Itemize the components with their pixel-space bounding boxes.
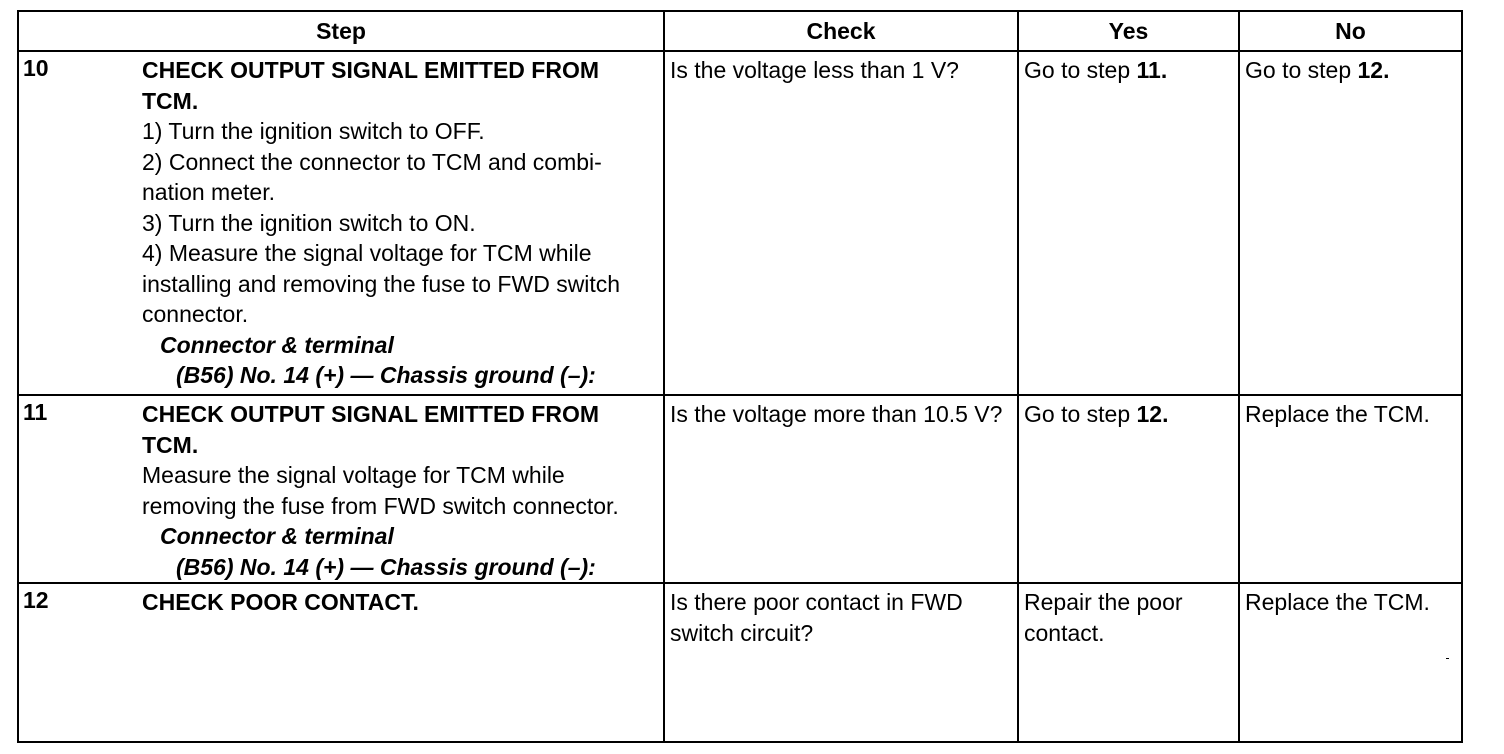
yes-text: Go to step (1024, 57, 1137, 83)
header-step: Step (18, 11, 664, 51)
check-cell: Is the voltage less than 1 V? (664, 51, 1018, 395)
yes-step-number: 12. (1136, 401, 1169, 427)
step-title: CHECK POOR CONTACT. (142, 589, 419, 615)
no-step-number: 12. (1357, 57, 1390, 83)
yes-cell (1018, 51, 1239, 395)
step-title: CHECK OUTPUT SIGNAL EMITTED FROM TCM. (142, 57, 600, 114)
yes-text: Go to step (1024, 401, 1137, 427)
table-row (18, 51, 1462, 395)
step-body (142, 396, 663, 582)
step-instruction: 4) Measure the signal voltage for TCM while installing and removing the fuse to FWD switch connector. (142, 240, 621, 327)
table-row (18, 395, 1462, 583)
check-cell: Is the voltage more than 10.5 V? (664, 395, 1018, 583)
no-cell: Replace the TCM. (1239, 395, 1462, 583)
header-row (18, 11, 1462, 51)
yes-cell (1018, 395, 1239, 583)
connector-label: Connector & terminal (160, 331, 394, 358)
yes-cell: Repair the poor contact. (1018, 583, 1239, 742)
step-instruction: Measure the signal voltage for TCM while removing the fuse from FWD switch connector. (142, 462, 619, 519)
step-instruction: 2) Connect the connector to TCM and combi-nation meter. (142, 148, 602, 205)
stray-mark (1446, 658, 1449, 659)
step-number: 12 (23, 587, 49, 613)
table-row (18, 583, 1462, 742)
connector-value: (B56) No. 14 (+) — Chassis ground (–): (176, 553, 596, 580)
header-no: No (1239, 11, 1462, 51)
step-cell (18, 395, 664, 583)
no-cell (1239, 51, 1462, 395)
step-title: CHECK OUTPUT SIGNAL EMITTED FROM TCM. (142, 401, 600, 458)
yes-step-number: 11. (1136, 57, 1168, 83)
header-check: Check (664, 11, 1018, 51)
step-cell (18, 583, 664, 742)
step-body (142, 52, 663, 391)
step-number: 10 (23, 55, 49, 81)
step-cell (18, 51, 664, 395)
connector-label: Connector & terminal (160, 523, 394, 549)
step-body (142, 584, 663, 618)
check-cell: Is there poor contact in FWD switch circuit? (664, 583, 1018, 742)
step-instruction: 1) Turn the ignition switch to OFF. (142, 118, 485, 144)
step-number: 11 (23, 399, 48, 425)
step-instruction: 3) Turn the ignition switch to ON. (142, 209, 476, 236)
connector-value: (B56) No. 14 (+) — Chassis ground (–): (176, 362, 596, 388)
diagnostic-table (17, 10, 1463, 743)
no-text: Go to step (1245, 57, 1358, 83)
header-yes: Yes (1018, 11, 1239, 51)
no-cell: Replace the TCM. (1239, 583, 1462, 742)
